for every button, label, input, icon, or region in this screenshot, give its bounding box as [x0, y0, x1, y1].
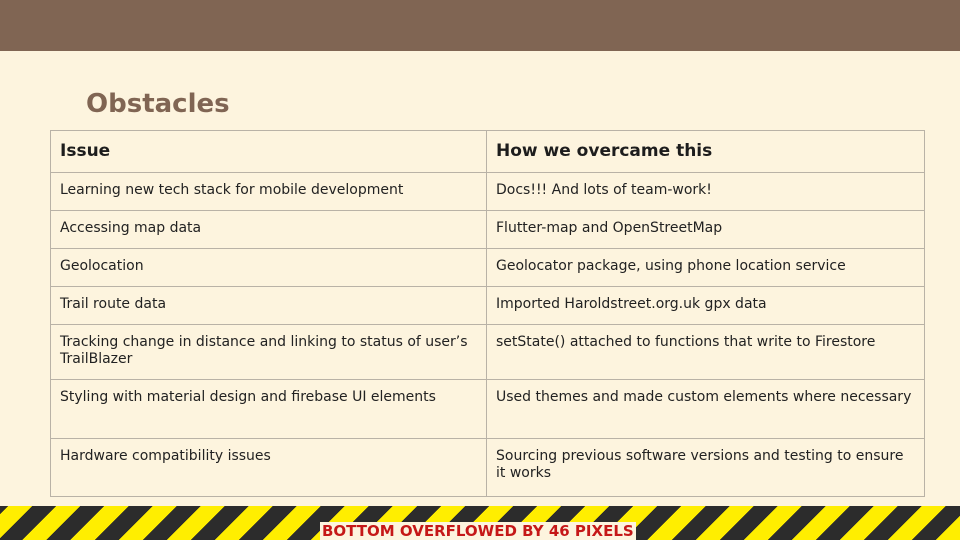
issue-cell: Tracking change in distance and linking to status of user’s TrailBlazer: [51, 325, 487, 380]
issue-cell: Learning new tech stack for mobile development: [51, 173, 487, 211]
header-bar: [0, 0, 960, 51]
solution-cell: setState() attached to functions that write to Firestore: [487, 325, 925, 380]
obstacles-table: [50, 130, 925, 497]
solution-cell: Geolocator package, using phone location service: [487, 249, 925, 287]
column-header-solution: How we overcame this: [487, 131, 925, 173]
table-row: [51, 211, 925, 249]
issue-cell: Hardware compatibility issues: [51, 439, 487, 497]
solution-cell: Flutter-map and OpenStreetMap: [487, 211, 925, 249]
issue-cell: Geolocation: [51, 249, 487, 287]
table-row: [51, 439, 925, 497]
issue-cell: Accessing map data: [51, 211, 487, 249]
table-row: [51, 380, 925, 439]
solution-cell: Docs!!! And lots of team-work!: [487, 173, 925, 211]
solution-cell: Imported Haroldstreet.org.uk gpx data: [487, 287, 925, 325]
issue-cell: Styling with material design and firebase UI elements: [51, 380, 487, 439]
overflow-warning-label: BOTTOM OVERFLOWED BY 46 PIXELS: [322, 522, 634, 540]
solution-cell: Used themes and made custom elements where necessary: [487, 380, 925, 439]
table-row: [51, 249, 925, 287]
column-header-issue: Issue: [51, 131, 487, 173]
table-row: [51, 173, 925, 211]
issue-cell: Trail route data: [51, 287, 487, 325]
table-row: [51, 287, 925, 325]
page-title: Obstacles: [86, 89, 230, 119]
table-header-row: [51, 131, 925, 173]
table-row: [51, 325, 925, 380]
solution-cell: Sourcing previous software versions and testing to ensure it works: [487, 439, 925, 497]
